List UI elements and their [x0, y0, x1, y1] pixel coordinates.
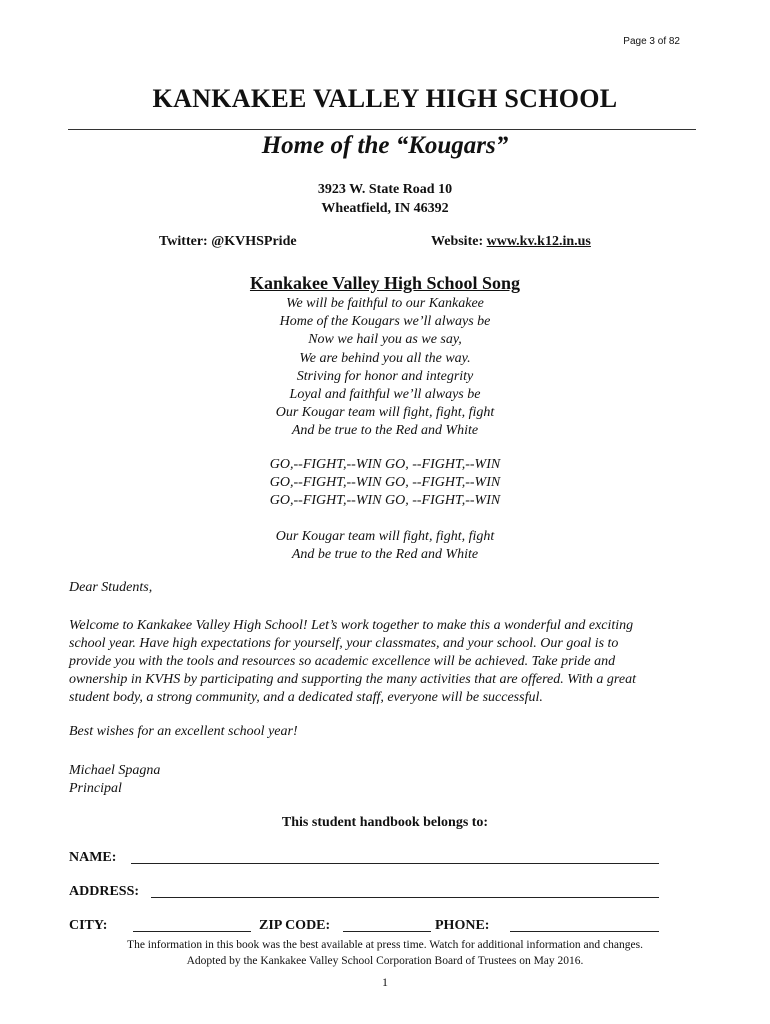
song-chorus: [0, 456, 770, 511]
letter-closing: Best wishes for an excellent school year!: [69, 724, 298, 739]
page-label: Page 3 of 82: [623, 36, 680, 47]
phone-label: PHONE:: [435, 918, 490, 933]
song-verse-1: [0, 295, 770, 441]
school-address: [0, 180, 770, 218]
title-divider: [68, 129, 696, 130]
website: [431, 234, 591, 250]
name-label: NAME:: [69, 850, 117, 865]
address-label: ADDRESS:: [69, 884, 140, 899]
website-link[interactable]: www.kv.k12.in.us: [486, 234, 591, 249]
song-line: And be true to the Red and White: [291, 547, 479, 563]
address-field[interactable]: [151, 897, 659, 898]
letter-body: [69, 617, 699, 707]
song-line: Our Kougar team will fight, fight, fight: [275, 405, 495, 421]
letter-line: provide you with the tools and resources so academic excellence will be achieved. Take pride and: [69, 654, 616, 669]
footer-line-1: The information in this book was the best available at press time. Watch for additional information and changes.: [127, 939, 643, 951]
song-line: Now we hail you as we say,: [308, 332, 462, 348]
signer-name: Michael Spagna: [69, 763, 161, 778]
chorus-line: GO,--FIGHT,--WIN GO, --FIGHT,--WIN: [269, 475, 501, 491]
footer-note: [0, 938, 770, 969]
song-line: Striving for honor and integrity: [296, 368, 474, 384]
song-line: Loyal and faithful we’ll always be: [289, 387, 481, 403]
song-line: We are behind you all the way.: [299, 350, 471, 366]
letter-greeting: Dear Students,: [69, 580, 153, 595]
page-number: 1: [382, 975, 388, 989]
letter-line: ownership in KVHS by participating and supporting the many activities that are offered. With a great: [69, 672, 636, 687]
name-field[interactable]: [131, 863, 659, 864]
chorus-line: GO,--FIGHT,--WIN GO, --FIGHT,--WIN: [269, 457, 501, 472]
song-line: Our Kougar team will fight, fight, fight: [275, 529, 495, 544]
form-heading: This student handbook belongs to:: [281, 815, 489, 830]
song-title: Kankakee Valley High School Song: [249, 273, 521, 293]
letter-line: Welcome to Kankakee Valley High School! Let’s work together to make this a wonderful and exciting: [69, 618, 634, 633]
letter-signature: [69, 762, 699, 798]
song-verse-2: [0, 528, 770, 564]
signer-title: Principal: [69, 781, 122, 796]
address-row: [69, 884, 669, 904]
school-title: KANKAKEE VALLEY HIGH SCHOOL: [152, 84, 618, 113]
city-field[interactable]: [133, 931, 251, 932]
footer-line-2: Adopted by the Kankakee Valley School Corporation Board of Trustees on May 2016.: [186, 954, 584, 967]
phone-field[interactable]: [510, 931, 659, 932]
address-city: Wheatfield, IN 46392: [321, 201, 449, 216]
twitter-handle: Twitter: @KVHSPride: [159, 234, 297, 249]
name-row: [69, 850, 669, 870]
city-zip-phone-row: [69, 918, 669, 938]
zip-field[interactable]: [343, 931, 431, 932]
chorus-line: GO,--FIGHT,--WIN GO, --FIGHT,--WIN: [269, 493, 501, 509]
song-line: And be true to the Red and White: [291, 423, 479, 439]
address-street: 3923 W. State Road 10: [317, 182, 453, 197]
website-label: Website:: [431, 234, 487, 249]
song-line: Home of the Kougars we’ll always be: [279, 314, 491, 330]
tagline: Home of the “Kougars”: [261, 132, 509, 159]
song-line: We will be faithful to our Kankakee: [286, 296, 484, 311]
zip-label: ZIP CODE:: [259, 918, 331, 933]
city-label: CITY:: [69, 918, 108, 933]
letter-line: school year. Have high expectations for yourself, your classmates, and your school. Our goal is to: [69, 636, 619, 651]
letter-line: student body, a strong community, and a dedicated staff, everyone will be successful.: [69, 690, 543, 705]
